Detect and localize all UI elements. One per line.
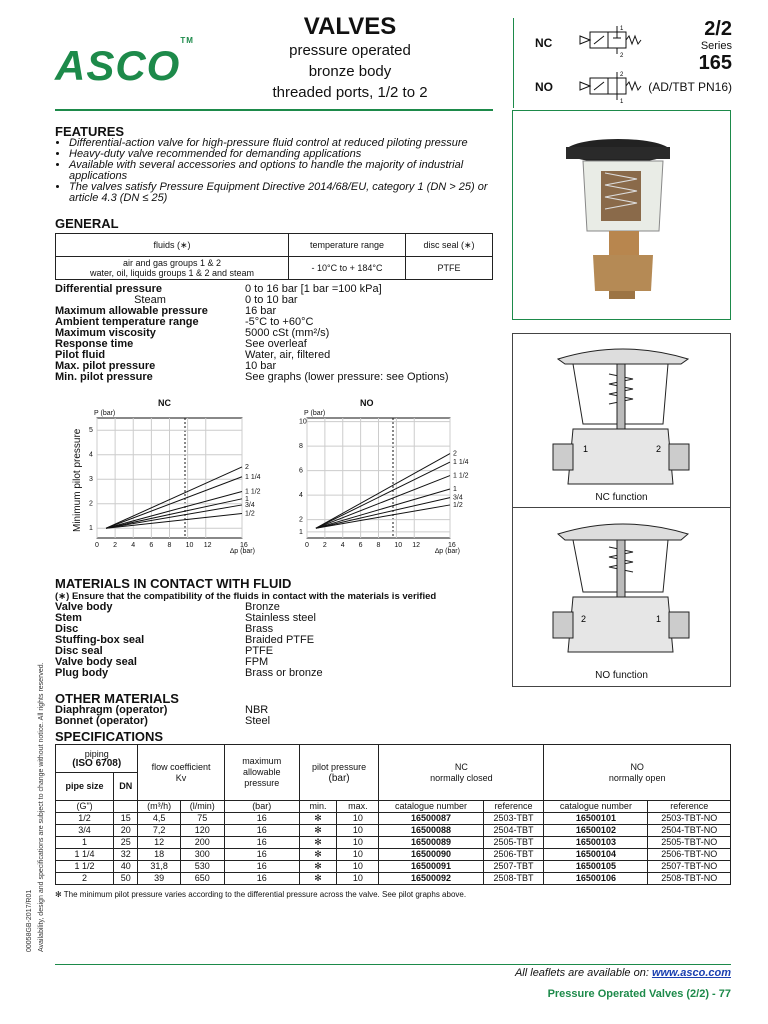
footer-leaflets: All leaflets are available on: www.asco.com (514, 967, 731, 979)
nc-xtick-label: 4 (131, 542, 136, 549)
specifications-table: piping (ISO 6708) flow coefficient Kv maximum allowable pressure pilot pressure (bar) NC normally closed NO normally open pipe size DN (G") (m³/h) (l/min) (bar) min. max. catalogue number reference catalogue number reference 1/2 15 4,5 75 16 ✻ 10 16500087 2503-TBT 16500101 2503-TBT-NO 3/4 20 7,2 120 16 ✻ 10 16500088 2504-TBT 16500102 2504-TBT-NO 1 25 12 200 16 ✻ 10 16500089 2505-TBT 16500103 2505-TBT-NO 1 1/4 32 18 300 16 ✻ 10 16500090 2506-TBT 16500104 2506-TBT-NO 1 1/2 40 31,8 530 16 ✻ 10 16500091 2507-TBT 16500105 2507-TBT-NO 2 50 39 650 16 ✻ 10 16500092 2508-TBT 16500106 2508-TBT-NO (55, 744, 731, 885)
table-cell: 40 (114, 861, 138, 873)
material-row: Disc Brass (55, 623, 274, 635)
no-series-label: 1 1/2 (453, 472, 469, 480)
feature-item: • Differential-action valve for high-pressure fluid control at reduced piloting pressure (69, 138, 519, 149)
nc-series-label: 1/2 (245, 510, 255, 518)
svg-text:2: 2 (620, 53, 624, 59)
table-cell: 2503-TBT-NO (648, 813, 731, 825)
table-cell: 1/2 (56, 813, 114, 825)
table-cell: 16 (224, 873, 299, 885)
product-photo (512, 110, 731, 320)
table-row (56, 873, 731, 885)
valve-symbol-icon (578, 24, 648, 104)
general-heading: GENERAL (55, 216, 119, 231)
materials-list (55, 602, 505, 679)
no-ytick-label: 4 (299, 492, 303, 500)
no-series-label: 2 (453, 450, 457, 458)
table-cell: ✻ (299, 861, 337, 873)
nc-series-line (106, 467, 242, 528)
svg-text:2: 2 (656, 444, 662, 454)
table-cell: ✻ (299, 849, 337, 861)
no-xtick-label: 16 (448, 542, 456, 549)
symbol-divider (513, 18, 514, 108)
no-function-icon (513, 512, 730, 662)
material-row: Disc seal PTFE (55, 645, 274, 657)
no-xtick-label: 8 (376, 542, 381, 549)
nc-ytick-label: 1 (89, 525, 93, 533)
table-cell: 10 (337, 861, 379, 873)
nc-xtick-label: 6 (149, 542, 154, 549)
table-cell: 16 (224, 861, 299, 873)
no-series-label: 3/4 (453, 494, 463, 502)
no-series-label: 1 1/4 (453, 459, 469, 467)
nc-ytick-label: 5 (89, 427, 93, 435)
table-row (56, 861, 731, 873)
doc-code: 00058GB-2017/R01 (26, 889, 33, 952)
material-row: Diaphragm (operator) NBR (55, 704, 269, 716)
function-divider (513, 507, 730, 508)
table-cell: ✻ (299, 813, 337, 825)
material-row: Stuffing-box seal Braided PTFE (55, 634, 315, 646)
table-cell: 2503-TBT (483, 813, 544, 825)
material-row: Plug body Brass or bronze (55, 667, 323, 679)
nc-series-label: 1 (245, 495, 249, 503)
table-cell: 16500104 (544, 849, 648, 861)
table-row (56, 849, 731, 861)
prop-row: Ambient temperature range -5°C to +60°C (55, 316, 314, 328)
fluids-header: fluids (∗) (56, 234, 289, 257)
no-ytick-label: 6 (299, 467, 303, 475)
feature-item: • Available with several accessories and options to handle the majority of industrial applications (69, 160, 519, 182)
no-label: NO (535, 80, 553, 94)
header-divider (55, 109, 493, 111)
svg-text:1: 1 (620, 99, 624, 104)
no-xtick-label: 10 (394, 542, 403, 549)
nc-series-line (106, 491, 242, 528)
nc-xtick-label: 12 (203, 542, 212, 549)
table-cell: 1 (56, 837, 114, 849)
nc-series-label: 2 (245, 463, 249, 471)
table-cell: 2508-TBT (483, 873, 544, 885)
material-row: Bonnet (operator) Steel (55, 715, 271, 727)
nc-xtick-label: 16 (240, 542, 248, 549)
nc-series-label: 1 1/2 (245, 488, 261, 496)
prop-row: Maximum viscosity 5000 cSt (mm²/s) (55, 327, 330, 339)
nc-ytick-label: 4 (89, 451, 93, 459)
table-cell: 3/4 (56, 825, 114, 837)
table-cell: 16500105 (544, 861, 648, 873)
series-ways: 2/2 (704, 18, 732, 40)
disclaimer: Availability, design and specifications are subject to change without notice. All rights reserved. (38, 662, 45, 952)
table-cell: 2504-TBT (483, 825, 544, 837)
table-cell: 2 (56, 873, 114, 885)
table-cell: 50 (114, 873, 138, 885)
table-cell: 7,2 (138, 825, 180, 837)
general-table (55, 233, 493, 280)
title-line-3: threaded ports, 1/2 to 2 (272, 84, 428, 101)
table-cell: 530 (180, 861, 224, 873)
nc-label: NC (535, 36, 553, 50)
other-materials-heading: OTHER MATERIALS (55, 691, 179, 706)
table-cell: 650 (180, 873, 224, 885)
prop-row: Maximum allowable pressure 16 bar (55, 305, 277, 317)
table-cell: 12 (138, 837, 180, 849)
table-cell: 16500088 (379, 825, 483, 837)
nc-series-label: 3/4 (245, 501, 255, 509)
table-cell: 2506-TBT-NO (648, 849, 731, 861)
svg-text:1: 1 (583, 444, 589, 454)
series-label: Series (700, 40, 732, 52)
fluid-liquid: water, oil, liquids groups 1 & 2 and steam (89, 268, 255, 278)
table-cell: 16500087 (379, 813, 483, 825)
footer-page: Pressure Operated Valves (2/2) - 77 (547, 988, 731, 1000)
no-ytick-label: 1 (299, 528, 303, 536)
svg-text:1: 1 (656, 614, 662, 624)
table-cell: ✻ (299, 825, 337, 837)
valve-photo-icon (513, 111, 730, 319)
table-cell: 16 (224, 837, 299, 849)
series-block (648, 18, 732, 94)
nc-ytick-label: 3 (89, 476, 93, 484)
prop-row: Steam 0 to 10 bar (134, 294, 298, 306)
material-row: Valve body seal FPM (55, 656, 269, 668)
nc-xunit: ∆p (bar) (230, 548, 255, 555)
table-cell: 16 (224, 849, 299, 861)
nc-series-label: 1 1/4 (245, 473, 261, 481)
page-title (240, 14, 460, 103)
feature-item: • Heavy-duty valve recommended for demanding applications (69, 149, 519, 160)
table-cell: 2505-TBT (483, 837, 544, 849)
table-cell: 18 (138, 849, 180, 861)
specifications-heading: SPECIFICATIONS (55, 729, 164, 744)
nc-yunit: P (bar) (94, 410, 116, 417)
table-cell: 2508-TBT-NO (648, 873, 731, 885)
no-xtick-label: 2 (322, 542, 327, 549)
nc-graph-title: NC (158, 398, 171, 408)
table-cell: 120 (180, 825, 224, 837)
table-row (56, 813, 731, 825)
table-cell: 20 (114, 825, 138, 837)
temperature-header: temperature range (289, 234, 406, 257)
material-row: Valve body Bronze (55, 601, 280, 613)
table-cell: 1 1/4 (56, 849, 114, 861)
nc-ytick-label: 2 (89, 500, 93, 508)
no-graph (290, 396, 480, 558)
no-series-label: 1/2 (453, 501, 463, 509)
nc-function-icon (513, 334, 730, 494)
table-cell: 16 (224, 813, 299, 825)
table-cell: 4,5 (138, 813, 180, 825)
fluid-gas: air and gas groups 1 & 2 (122, 258, 222, 268)
asco-website-link[interactable]: www.asco.com (651, 967, 731, 979)
series-number: 165 (698, 52, 732, 74)
graph-ylabel: Minimum pilot pressure (72, 428, 83, 532)
no-xtick-label: 12 (412, 542, 421, 549)
table-cell: 16500091 (379, 861, 483, 873)
materials-heading: MATERIALS IN CONTACT WITH FLUID (55, 576, 292, 591)
nc-series-line (106, 505, 242, 528)
no-ytick-label: 8 (299, 443, 303, 451)
table-cell: 39 (138, 873, 180, 885)
table-cell: 10 (337, 873, 379, 885)
nc-graph (82, 396, 272, 558)
no-xtick-label: 4 (340, 542, 345, 549)
footer-divider (55, 964, 731, 965)
disc-seal-header: disc seal (∗) (406, 234, 493, 257)
table-cell: 2506-TBT (483, 849, 544, 861)
material-row: Stem Stainless steel (55, 612, 316, 624)
table-cell: 15 (114, 813, 138, 825)
table-row (56, 837, 731, 849)
no-graph-title: NO (360, 398, 374, 408)
no-series-label: 1 (453, 486, 457, 494)
series-standard: (AD/TBT PN16) (648, 80, 732, 94)
title-line-2: bronze body (308, 63, 392, 80)
nc-xtick-label: 0 (95, 542, 99, 549)
table-cell: 31,8 (138, 861, 180, 873)
svg-text:1: 1 (620, 26, 624, 32)
table-cell: 2507-TBT-NO (648, 861, 731, 873)
nc-function-label: NC function (595, 492, 648, 503)
no-xunit: ∆p (bar) (435, 548, 460, 555)
prop-row: Response time See overleaf (55, 338, 307, 350)
no-yunit: P (bar) (304, 410, 326, 417)
table-cell: 10 (337, 837, 379, 849)
prop-row: Max. pilot pressure 10 bar (55, 360, 277, 372)
materials-note: (∗) Ensure that the compatibility of the fluids in contact with the materials is verified (55, 591, 437, 602)
temperature-value: - 10°C to + 184°C (289, 257, 406, 280)
table-cell: 2507-TBT (483, 861, 544, 873)
nc-xtick-label: 10 (185, 542, 194, 549)
features-heading: FEATURES (55, 124, 125, 139)
table-cell: 16500090 (379, 849, 483, 861)
table-cell: 2504-TBT-NO (648, 825, 731, 837)
no-xtick-label: 6 (358, 542, 363, 549)
title-main: VALVES (303, 13, 397, 40)
table-cell: ✻ (299, 837, 337, 849)
no-function-label: NO function (595, 670, 648, 681)
table-cell: 10 (337, 849, 379, 861)
nc-xtick-label: 2 (113, 542, 118, 549)
table-cell: 32 (114, 849, 138, 861)
asco-logo: ASCO™ (55, 36, 194, 89)
svg-text:2: 2 (620, 72, 624, 78)
table-cell: 200 (180, 837, 224, 849)
no-xtick-label: 0 (305, 542, 309, 549)
table-cell: 16500089 (379, 837, 483, 849)
general-props (55, 284, 505, 383)
table-cell: 16500103 (544, 837, 648, 849)
table-row (56, 825, 731, 837)
prop-row: Pilot fluid Water, air, filtered (55, 349, 331, 361)
svg-text:2: 2 (581, 614, 587, 624)
table-cell: 2505-TBT-NO (648, 837, 731, 849)
spec-footnote: ✻ The minimum pilot pressure varies according to the differential pressure across the valve. See pilot graphs above. (55, 890, 467, 899)
table-cell: 10 (337, 813, 379, 825)
disc-seal-value: PTFE (406, 257, 493, 280)
feature-item: • The valves satisfy Pressure Equipment Directive 2014/68/EU, category 1 (DN > 25) or article 4.3 (DN ≤ 25) (69, 182, 519, 204)
prop-row: Min. pilot pressure See graphs (lower pressure: see Options) (55, 371, 449, 383)
table-cell: 75 (180, 813, 224, 825)
table-cell: 25 (114, 837, 138, 849)
function-diagrams (512, 333, 731, 687)
table-cell: 300 (180, 849, 224, 861)
table-cell: 1 1/2 (56, 861, 114, 873)
title-line-1: pressure operated (289, 42, 411, 59)
nc-xtick-label: 8 (167, 542, 172, 549)
prop-row: Differential pressure 0 to 16 bar [1 bar =100 kPa] (55, 283, 382, 295)
no-ytick-label: 2 (299, 516, 303, 524)
table-cell: 16500102 (544, 825, 648, 837)
table-cell: ✻ (299, 873, 337, 885)
no-ytick-label: 10 (299, 418, 307, 426)
table-cell: 16500106 (544, 873, 648, 885)
table-cell: 16500092 (379, 873, 483, 885)
features-list (55, 138, 519, 204)
table-cell: 16 (224, 825, 299, 837)
table-cell: 16500101 (544, 813, 648, 825)
other-materials-list (55, 705, 505, 727)
table-cell: 10 (337, 825, 379, 837)
